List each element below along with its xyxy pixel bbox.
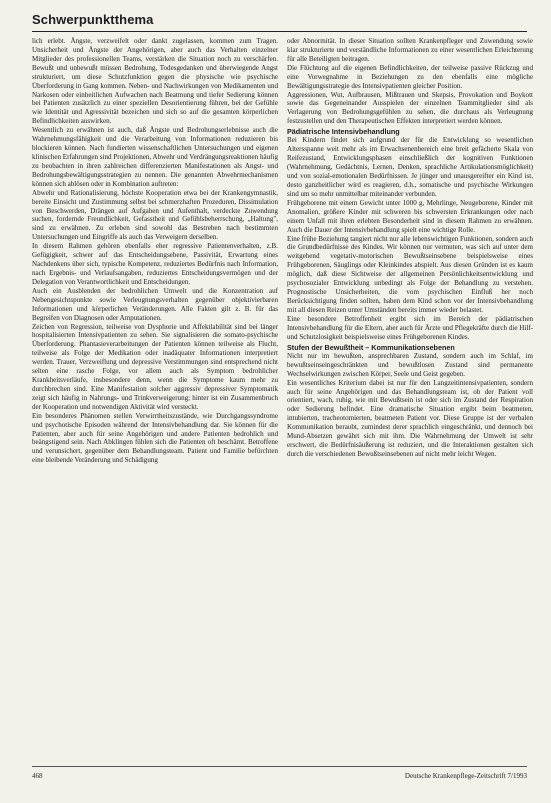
header-rule: [32, 31, 527, 32]
right-text-column: [287, 37, 533, 759]
paragraph: Frühgeborene mit einem Gewicht unter 1000 g, Mehrlinge, Neugeborene, Kinder mit Anomalien, größere Kinder mit schweren bis schwersten Erkrankungen oder nach einem Unfall mit ihren erlebten Besonderheit sind in diesem Rahmen zu erwähnen. Auch die Dauer der Intensivbehandlung spielt eine wichtige Rolle.: [287, 198, 533, 234]
journal-reference: Deutsche Krankenpflege-Zeitschrift 7/1993: [404, 772, 527, 780]
paragraph: Abwehr und Rationalisierung, höchste Kooperation etwa bei der Krankengymnastik, bereite Einsicht und Zustimmung selbst bei schmerzhaften Prozeduren, Dissimulation von Beschwerden, Drängen auf Aufgaben und Aufenthalt, verdeckte Zuwendung suchen, fordernde Freundlichkeit, Gefasstheit und Gefühlsbeherrschung, „Haltung", sind zu erwähnen. Zu erleben sind sowohl das Bestreben nach bestimmten Untersuchungen und Eingriffe als auch das Verweigern derselben.: [32, 188, 278, 242]
page-number: 468: [32, 772, 43, 780]
section-title: Schwerpunktthema: [32, 12, 154, 27]
paragraph: Eine besondere Betroffenheit ergibt sich im Bereich der pädiatrischen Intensivbehandlung für die Eltern, aber auch für Ärzte und Pflegekräfte durch die Hilf- und Schutzlosigkeit beispielsweise eines Frühgeborenen Kindes.: [287, 314, 533, 341]
paragraph: In diesem Rahmen gehören ebenfalls eher regressive Patientenverhalten, z.B. Gefügigkeit, schwer auf das Entscheidungsebene, Passivität, Erwartung eines Nachdenkens über sich, typische Kompetenz, reduziertes Bedürfnis nach Information, nach Ergebnis- und Verlaufsangaben, reduziertes Entscheidungsvermögen und der Delegation von Verantwortlichkeit und Entscheidungen.: [32, 242, 278, 286]
footer-rule: [32, 766, 527, 767]
section-heading: Stufen der Bewußtheit – Kommunikationsebenen: [287, 342, 455, 352]
paragraph: Eine frühe Beziehung tangiert nicht nur alle lebenswichtigen Funktionen, sondern auch die Grundbedürfnisse des Kindes. Wir können nur vermuten, was sich auf unter dem weitgehend vegetativ-motorischen Bewußtseinsebene beispielsweise eines Frühgeborenen, Säuglings oder Kleinkindes abspielt. Aus diesen Gründen ist es kaum möglich, daß diese Sichtweise der allgemeinen Persönlichkeitsentwicklung und psychosozialer Entwicklung unbedingt als Folge der Behandlung zu verstehen. Prognostische Unsicherheiten, die vom psychischen Einfluß her noch Berücksichtigung finden sollten, haben dem Kind schon vor der Intensivbehandlung mit all diesen Reizen unter Umständen bereits immer wieder belastet.: [287, 234, 533, 314]
paragraph: Auch ein Ausblenden der bedrohlichen Umwelt und die Konzentration auf Nebengesichtspunkte sowie Verleugnungsverhalten gegenüber objektivierbaren Informationen und körperlichen Veränderungen. Alle Fakten gilt z. B. für das Begreifen von Diagnosen oder Amputationen.: [32, 286, 278, 322]
paragraph: Ein wesentliches Kriterium dabei ist nur für den Langzeitintensivpatienten, sondern auch für seine Angehörigen und das Behandlungsteam ist, ob der Patient voll orientiert, wach, ruhig, wie mit Bewußtsein ist oder sich im Zustand der Respiration oder Sedierung befindet. Eine dramatische Situation ergibt beim beatmeten, intubierten, tracheotomierten, beatmeten Patient vor. Diese Gruppe ist der verbalen Kommunikation beraubt, zumindest derer sprachlich eingeschränkt, und dennoch bei Mund-Absetzen gewährt sich mit ihm. Die Wahrnehmung der Umwelt ist sehr erschwert, die Bedürfnisäußerung ist reduziert, und die Interaktionen gestalten sich durch die verschiedenen Bewußtseinsebenen auf nicht mehr leicht Wegen.: [287, 378, 533, 458]
page-header: [32, 12, 527, 32]
paragraph: Die Flüchtung auf die eigenen Befindlichkeiten, der teilweise passive Rückzug und eine Vorwegnahme in Beziehungen zu den ebenfalls eine mögliche Bewältigungsstrategie des Intensivpatienten gleicher Position.: [287, 63, 533, 90]
paragraph: oder Abnormität. In dieser Situation sollten Krankenpfleger und Zuwendung sowie klar strukturierte und verständliche Informationen zu einer wesentlichen Erleichterung für alle Beteiligten beitragen.: [287, 37, 533, 63]
paragraph: Nicht nur im bewußten, ansprechbaren Zustand, sondern auch im Schlaf, im bewußtseinseingeschränkten und bewußtlosen Zustand sind permanente Wechselwirkungen zwischen Körper, Seele und Geist gegeben.: [287, 351, 533, 378]
paragraph: Ein besonderes Phänomen stellen Verwirrtheitszustände, wie Durchgangssyndrome und psychotische Episoden während der Intensivbehandlung dar. Sie können für die Patienten, aber auch für seine Angehörigen und andere Patienten bedrohlich und beängstigend sein. Nach Abklingen fühlen sich die Patienten oft beschämt. Betroffene und verunsichert, gegenüber dem Behandlungsteam. Patient und Familie befürchten eine bleibende Veränderung und Schädigung: [32, 411, 278, 465]
paragraph: Wesentlich zu erwähnen ist auch, daß Ängste und Bedrohungserlebnisse auch die Wahrnehmungsfähigkeit und die Verarbeitung von Informationen reduzieren bis blockieren können. Nach fundierten wissenschaftlichen Untersuchungen und eigenen klinischen Erfahrungen sind Projektionen, Abwehr und Verdrängungsreaktionen häufig zu beobachten in ihren zahlreichen differenzierten Manifestationen als Angst- und Bedrohungsbewältigungsstrategien zu nennen. Die genannten Abwehrmechanismen können sich ablösen oder in Kombination auftreten:: [32, 126, 278, 188]
page-footer: [32, 766, 527, 780]
left-text-column: [32, 37, 278, 759]
paragraph: Aggressionen, Wut, Aufbrausen, Mißtrauen und Skepsis, Provokation und Boykott sowie das Gegeneinander Ausspielen der einzelnen Teammitglieder sind als Verlagerung von Bedrohungsgefühlen zu sehen, die durchaus als Verleugnung festzustellen und den Therapeutischen Effekten interpretiert werden können.: [287, 90, 533, 126]
paragraph: Bei Kindern findet sich aufgrund der für die Entwicklung so wesentlichen Altersspanne weit mehr als im Erwachsenenbereich eine breit gefächerte Skala von Reifezustand, Entwicklungsphasen einschließlich der kognitiven Funktionen (Wahrnehmung, Gedächtnis, Lernen, Denken, sprachliche Artikulationsmöglichkeit) und von sozial-emotionalen Bedürfnissen. Je jünger und unausgereifter ein Kind ist, desto ganzheitlicher wird es reagieren, d.h., somatische und psychische Wirkungen sind um so mehr unmittelbar miteinander verbunden.: [287, 136, 533, 198]
paragraph: lich erlebt. Ängste, verzweifelt oder dankt zugelassen, kommen zum Tragen. Unsicherheit und Ängste der Angehörigen, aber auch das Verhalten einzelner Mitglieder des professionellen Teams, verstärken die Situation noch zu verschärfen. Bewußt und unbewußt müssen Bedrohung, Todesgedanken und überwiegende Angst strukturiert, um diese Schutzfunktion gegen die physische wie psychische Überforderung in Gang kommen. Neben- und Nachwirkungen von Medikamenten und Narkosen oder einheitlichen Aufwachen nach Beatmung und tiefer Sedierung können bei Patienten zusätzlich zu einer speziellen Desorientierung führen, bei der Gefühle wie Identität und Agressivität bezeichen und sich so auf die gesamten körperlichen Befindlichkeiten auswirken.: [32, 37, 278, 126]
paragraph: Zeichen von Regression, teilweise von Dysphorie und Affektlabilität sind bei länger hospitalisierten Intensivpatienten zu sehen. Sie signalisieren die somato-psychische Überforderung. Phantasieverarbeitungen der Patienten können teilweise als Flucht, teilweise als Folge der Medikation oder inadäquater Informationen interpretiert werden. Trauer, Verzweiflung und depressive Verstimmungen sind entsprechend nicht selten eine rasche Folge, vor allem auch als Symptom bedrohlicher Krankheitsverläufe, insbesondere denn, wenn die Symptome kaum mehr zu durchbrechen sind. Eine Manifestation solcher aggressiv depressiver Symptomatik zeigt sich häufig in Nahrungs- und Trinkverweigerung; hinter ist ein Zusammenbruch der Kooperation und notwendigen Aktivität wird versteckt.: [32, 322, 278, 411]
section-heading: Pädiatrische Intensivbehandlung: [287, 127, 400, 137]
